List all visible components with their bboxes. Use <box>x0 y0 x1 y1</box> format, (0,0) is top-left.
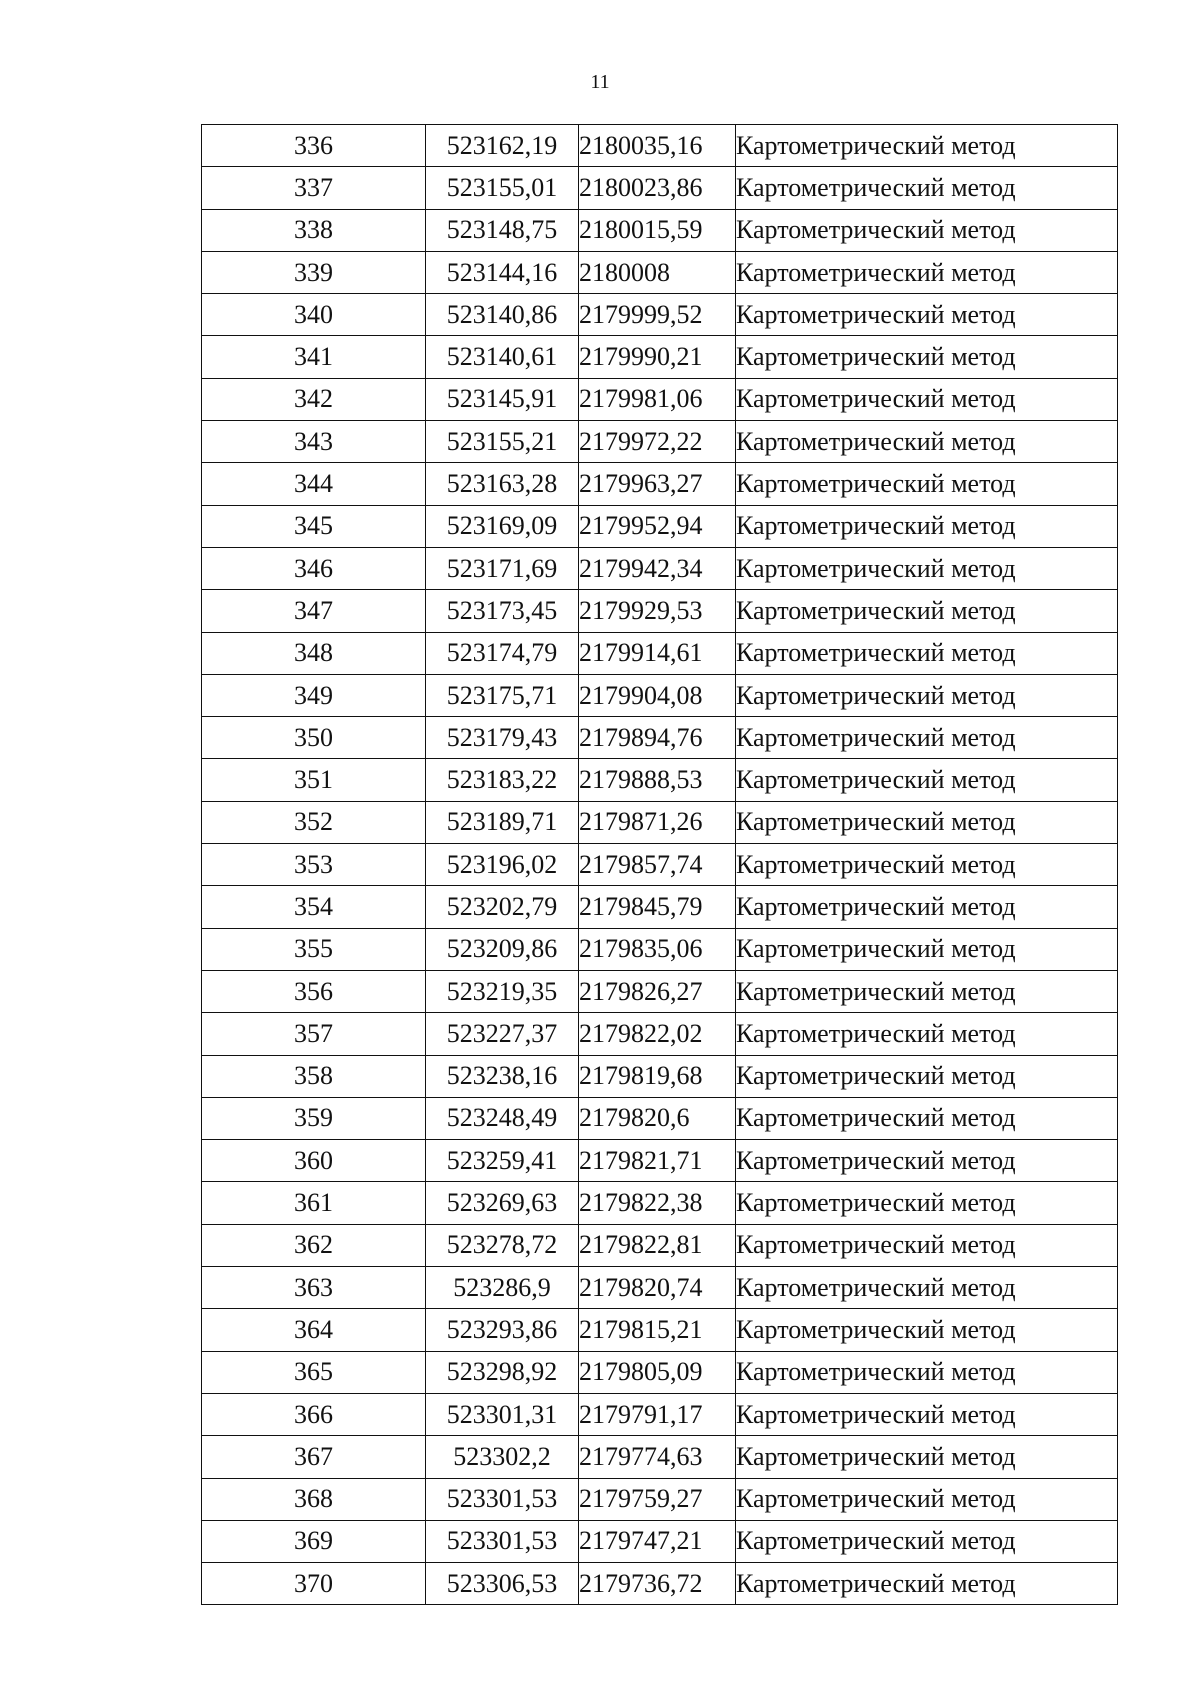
method-cell: Картометрический метод <box>736 886 1118 928</box>
method-cell: Картометрический метод <box>736 632 1118 674</box>
point-number-cell: 359 <box>202 1097 426 1139</box>
method-cell: Картометрический метод <box>736 1097 1118 1139</box>
x-coordinate-cell: 523301,31 <box>426 1393 579 1435</box>
point-number-cell: 350 <box>202 717 426 759</box>
point-number-cell: 355 <box>202 928 426 970</box>
table-row <box>202 167 1118 209</box>
point-number-cell: 344 <box>202 463 426 505</box>
y-coordinate-cell: 2180035,16 <box>579 125 736 167</box>
method-cell: Картометрический метод <box>736 167 1118 209</box>
point-number-cell: 346 <box>202 547 426 589</box>
point-number-cell: 366 <box>202 1393 426 1435</box>
y-coordinate-cell: 2180008 <box>579 251 736 293</box>
y-coordinate-cell: 2179815,21 <box>579 1309 736 1351</box>
y-coordinate-cell: 2179820,74 <box>579 1267 736 1309</box>
x-coordinate-cell: 523293,86 <box>426 1309 579 1351</box>
table-row <box>202 378 1118 420</box>
y-coordinate-cell: 2179774,63 <box>579 1436 736 1478</box>
method-cell: Картометрический метод <box>736 421 1118 463</box>
table-row <box>202 1224 1118 1266</box>
method-cell: Картометрический метод <box>736 1563 1118 1605</box>
method-cell: Картометрический метод <box>736 1478 1118 1520</box>
point-number-cell: 357 <box>202 1013 426 1055</box>
point-number-cell: 367 <box>202 1436 426 1478</box>
x-coordinate-cell: 523145,91 <box>426 378 579 420</box>
table-row <box>202 1267 1118 1309</box>
x-coordinate-cell: 523169,09 <box>426 505 579 547</box>
y-coordinate-cell: 2179805,09 <box>579 1351 736 1393</box>
method-cell: Картометрический метод <box>736 505 1118 547</box>
method-cell: Картометрический метод <box>736 209 1118 251</box>
table-row <box>202 1520 1118 1562</box>
x-coordinate-cell: 523155,01 <box>426 167 579 209</box>
y-coordinate-cell: 2179963,27 <box>579 463 736 505</box>
point-number-cell: 368 <box>202 1478 426 1520</box>
method-cell: Картометрический метод <box>736 1224 1118 1266</box>
table-row <box>202 1097 1118 1139</box>
method-cell: Картометрический метод <box>736 1520 1118 1562</box>
method-cell: Картометрический метод <box>736 717 1118 759</box>
point-number-cell: 345 <box>202 505 426 547</box>
y-coordinate-cell: 2179894,76 <box>579 717 736 759</box>
y-coordinate-cell: 2179791,17 <box>579 1393 736 1435</box>
point-number-cell: 352 <box>202 801 426 843</box>
point-number-cell: 340 <box>202 294 426 336</box>
method-cell: Картометрический метод <box>736 759 1118 801</box>
method-cell: Картометрический метод <box>736 1140 1118 1182</box>
point-number-cell: 370 <box>202 1563 426 1605</box>
table-row <box>202 1478 1118 1520</box>
point-number-cell: 339 <box>202 251 426 293</box>
y-coordinate-cell: 2179888,53 <box>579 759 736 801</box>
table-row <box>202 717 1118 759</box>
x-coordinate-cell: 523302,2 <box>426 1436 579 1478</box>
x-coordinate-cell: 523306,53 <box>426 1563 579 1605</box>
y-coordinate-cell: 2179904,08 <box>579 674 736 716</box>
x-coordinate-cell: 523209,86 <box>426 928 579 970</box>
x-coordinate-cell: 523144,16 <box>426 251 579 293</box>
y-coordinate-cell: 2179942,34 <box>579 547 736 589</box>
x-coordinate-cell: 523140,61 <box>426 336 579 378</box>
table-row <box>202 421 1118 463</box>
y-coordinate-cell: 2179857,74 <box>579 844 736 886</box>
method-cell: Картометрический метод <box>736 1309 1118 1351</box>
point-number-cell: 362 <box>202 1224 426 1266</box>
point-number-cell: 361 <box>202 1182 426 1224</box>
method-cell: Картометрический метод <box>736 674 1118 716</box>
y-coordinate-cell: 2179820,6 <box>579 1097 736 1139</box>
x-coordinate-cell: 523173,45 <box>426 590 579 632</box>
method-cell: Картометрический метод <box>736 928 1118 970</box>
y-coordinate-cell: 2179929,53 <box>579 590 736 632</box>
table-row <box>202 1055 1118 1097</box>
table-row <box>202 844 1118 886</box>
y-coordinate-cell: 2179972,22 <box>579 421 736 463</box>
table-row <box>202 1436 1118 1478</box>
table-row <box>202 294 1118 336</box>
x-coordinate-cell: 523227,37 <box>426 1013 579 1055</box>
table-row <box>202 209 1118 251</box>
method-cell: Картометрический метод <box>736 1436 1118 1478</box>
method-cell: Картометрический метод <box>736 547 1118 589</box>
x-coordinate-cell: 523278,72 <box>426 1224 579 1266</box>
x-coordinate-cell: 523259,41 <box>426 1140 579 1182</box>
x-coordinate-cell: 523171,69 <box>426 547 579 589</box>
table-row <box>202 1393 1118 1435</box>
coordinates-table-body <box>202 125 1118 1605</box>
table-row <box>202 125 1118 167</box>
table-row <box>202 886 1118 928</box>
method-cell: Картометрический метод <box>736 1393 1118 1435</box>
x-coordinate-cell: 523196,02 <box>426 844 579 886</box>
y-coordinate-cell: 2179822,38 <box>579 1182 736 1224</box>
point-number-cell: 347 <box>202 590 426 632</box>
x-coordinate-cell: 523175,71 <box>426 674 579 716</box>
x-coordinate-cell: 523163,28 <box>426 463 579 505</box>
y-coordinate-cell: 2179821,71 <box>579 1140 736 1182</box>
point-number-cell: 369 <box>202 1520 426 1562</box>
method-cell: Картометрический метод <box>736 1351 1118 1393</box>
y-coordinate-cell: 2179835,06 <box>579 928 736 970</box>
point-number-cell: 363 <box>202 1267 426 1309</box>
y-coordinate-cell: 2179736,72 <box>579 1563 736 1605</box>
table-row <box>202 1309 1118 1351</box>
point-number-cell: 349 <box>202 674 426 716</box>
point-number-cell: 365 <box>202 1351 426 1393</box>
y-coordinate-cell: 2179759,27 <box>579 1478 736 1520</box>
method-cell: Картометрический метод <box>736 590 1118 632</box>
table-row <box>202 1182 1118 1224</box>
method-cell: Картометрический метод <box>736 1013 1118 1055</box>
table-row <box>202 463 1118 505</box>
x-coordinate-cell: 523183,22 <box>426 759 579 801</box>
point-number-cell: 338 <box>202 209 426 251</box>
x-coordinate-cell: 523301,53 <box>426 1478 579 1520</box>
y-coordinate-cell: 2179914,61 <box>579 632 736 674</box>
table-row <box>202 759 1118 801</box>
x-coordinate-cell: 523219,35 <box>426 970 579 1012</box>
method-cell: Картометрический метод <box>736 801 1118 843</box>
table-row <box>202 336 1118 378</box>
y-coordinate-cell: 2179822,81 <box>579 1224 736 1266</box>
method-cell: Картометрический метод <box>736 336 1118 378</box>
method-cell: Картометрический метод <box>736 1182 1118 1224</box>
y-coordinate-cell: 2179981,06 <box>579 378 736 420</box>
point-number-cell: 336 <box>202 125 426 167</box>
y-coordinate-cell: 2179990,21 <box>579 336 736 378</box>
method-cell: Картометрический метод <box>736 463 1118 505</box>
table-row <box>202 632 1118 674</box>
x-coordinate-cell: 523248,49 <box>426 1097 579 1139</box>
method-cell: Картометрический метод <box>736 970 1118 1012</box>
y-coordinate-cell: 2179822,02 <box>579 1013 736 1055</box>
point-number-cell: 360 <box>202 1140 426 1182</box>
x-coordinate-cell: 523238,16 <box>426 1055 579 1097</box>
point-number-cell: 342 <box>202 378 426 420</box>
x-coordinate-cell: 523298,92 <box>426 1351 579 1393</box>
page-number: 11 <box>590 71 610 93</box>
table-row <box>202 1351 1118 1393</box>
y-coordinate-cell: 2179747,21 <box>579 1520 736 1562</box>
method-cell: Картометрический метод <box>736 251 1118 293</box>
coordinates-table <box>201 124 1118 1605</box>
x-coordinate-cell: 523155,21 <box>426 421 579 463</box>
table-row <box>202 590 1118 632</box>
x-coordinate-cell: 523179,43 <box>426 717 579 759</box>
x-coordinate-cell: 523174,79 <box>426 632 579 674</box>
table-row <box>202 251 1118 293</box>
x-coordinate-cell: 523162,19 <box>426 125 579 167</box>
table-row <box>202 674 1118 716</box>
point-number-cell: 351 <box>202 759 426 801</box>
point-number-cell: 353 <box>202 844 426 886</box>
table-row <box>202 1140 1118 1182</box>
y-coordinate-cell: 2179999,52 <box>579 294 736 336</box>
y-coordinate-cell: 2180023,86 <box>579 167 736 209</box>
point-number-cell: 364 <box>202 1309 426 1351</box>
table-row <box>202 1563 1118 1605</box>
x-coordinate-cell: 523148,75 <box>426 209 579 251</box>
y-coordinate-cell: 2179826,27 <box>579 970 736 1012</box>
point-number-cell: 337 <box>202 167 426 209</box>
x-coordinate-cell: 523189,71 <box>426 801 579 843</box>
method-cell: Картометрический метод <box>736 1267 1118 1309</box>
y-coordinate-cell: 2180015,59 <box>579 209 736 251</box>
y-coordinate-cell: 2179952,94 <box>579 505 736 547</box>
point-number-cell: 348 <box>202 632 426 674</box>
x-coordinate-cell: 523301,53 <box>426 1520 579 1562</box>
method-cell: Картометрический метод <box>736 294 1118 336</box>
method-cell: Картометрический метод <box>736 844 1118 886</box>
method-cell: Картометрический метод <box>736 125 1118 167</box>
point-number-cell: 343 <box>202 421 426 463</box>
point-number-cell: 341 <box>202 336 426 378</box>
y-coordinate-cell: 2179845,79 <box>579 886 736 928</box>
y-coordinate-cell: 2179871,26 <box>579 801 736 843</box>
x-coordinate-cell: 523269,63 <box>426 1182 579 1224</box>
point-number-cell: 356 <box>202 970 426 1012</box>
table-row <box>202 1013 1118 1055</box>
table-row <box>202 547 1118 589</box>
y-coordinate-cell: 2179819,68 <box>579 1055 736 1097</box>
table-row <box>202 505 1118 547</box>
method-cell: Картометрический метод <box>736 378 1118 420</box>
x-coordinate-cell: 523140,86 <box>426 294 579 336</box>
x-coordinate-cell: 523286,9 <box>426 1267 579 1309</box>
table-row <box>202 970 1118 1012</box>
table-row <box>202 928 1118 970</box>
x-coordinate-cell: 523202,79 <box>426 886 579 928</box>
point-number-cell: 354 <box>202 886 426 928</box>
method-cell: Картометрический метод <box>736 1055 1118 1097</box>
point-number-cell: 358 <box>202 1055 426 1097</box>
table-row <box>202 801 1118 843</box>
